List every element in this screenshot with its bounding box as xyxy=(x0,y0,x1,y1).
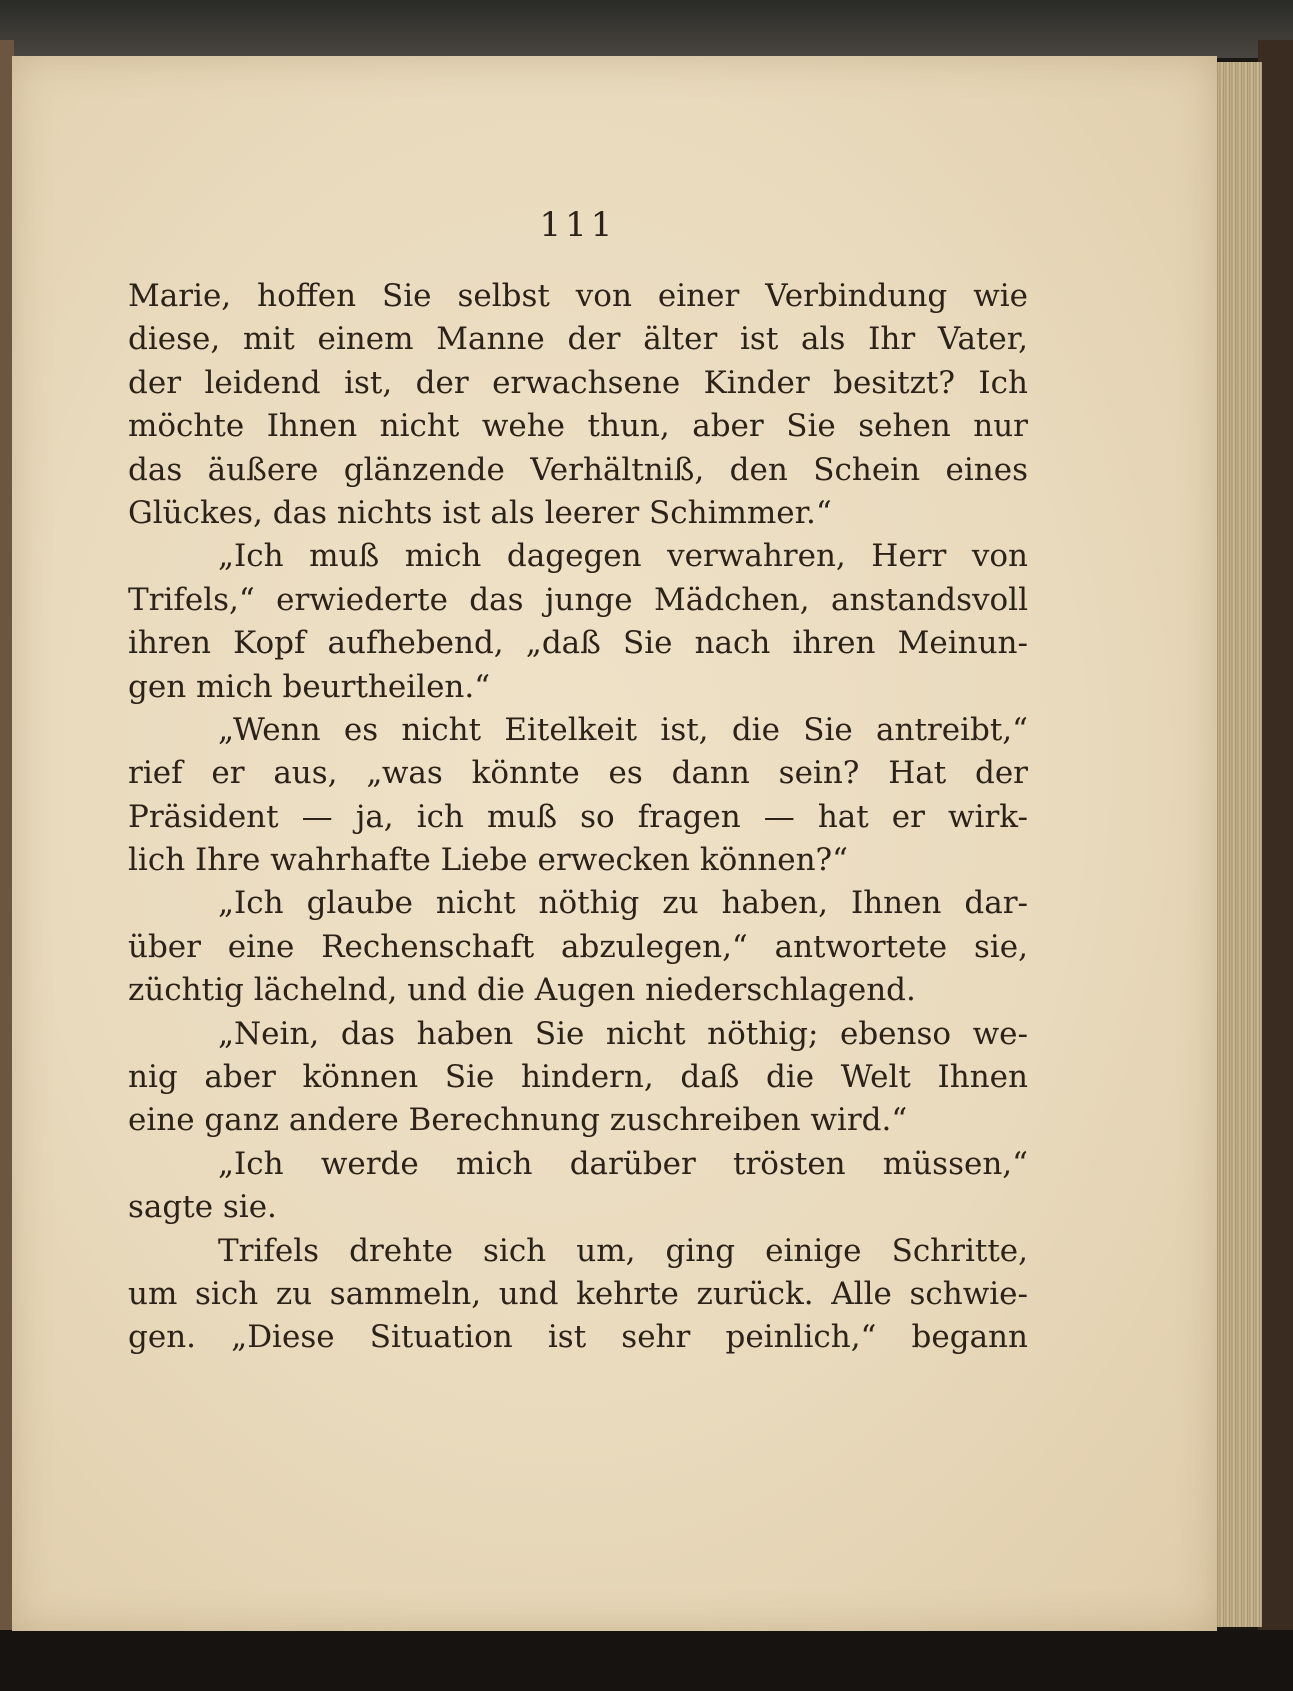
text-line: eine ganz andere Berechnung zuschreiben wird.“ xyxy=(128,1102,908,1139)
text-line: „Wenn es nicht Eitelkeit ist, die Sie antreibt,“ xyxy=(218,711,1028,748)
book-cover-edge xyxy=(1258,40,1293,1691)
text-line: Trifels drehte sich um, ging einige Schritte, xyxy=(218,1232,1028,1269)
text-line: das äußere glänzende Verhältniß, den Schein eines xyxy=(128,451,1028,488)
text-line: über eine Rechenschaft abzulegen,“ antwortete sie, xyxy=(128,928,1028,965)
text-line: Trifels,“ erwiederte das junge Mädchen, anstandsvoll xyxy=(128,581,1028,618)
text-line: lich Ihre wahrhafte Liebe erwecken können?“ xyxy=(128,842,849,879)
page-text xyxy=(128,205,1028,1360)
text-line: nig aber können Sie hindern, daß die Welt Ihnen xyxy=(128,1059,1028,1096)
text-line: der leidend ist, der erwachsene Kinder besitzt? Ich xyxy=(128,364,1028,401)
text-line: sagte sie. xyxy=(128,1189,277,1226)
text-line: „Ich werde mich darüber trösten müssen,“ xyxy=(218,1145,1028,1182)
text-line: „Ich muß mich dagegen verwahren, Herr von xyxy=(218,538,1028,575)
text-line: Glückes, das nichts ist als leerer Schimmer.“ xyxy=(128,494,832,531)
text-line: möchte Ihnen nicht wehe thun, aber Sie sehen nur xyxy=(128,408,1028,445)
text-line: Präsident — ja, ich muß so fragen — hat er wirk- xyxy=(128,798,1028,835)
text-line: „Ich glaube nicht nöthig zu haben, Ihnen dar- xyxy=(218,885,1028,922)
page-edges xyxy=(1212,62,1262,1627)
page-number: 111 xyxy=(539,205,617,245)
text-line: Marie, hoffen Sie selbst von einer Verbindung wie xyxy=(128,278,1028,314)
scan-background xyxy=(0,1630,1293,1691)
text-line: diese, mit einem Manne der älter ist als Ihr Vater, xyxy=(128,321,1028,358)
text-line: um sich zu sammeln, und kehrte zurück. Alle schwie- xyxy=(128,1275,1028,1312)
book-board-top xyxy=(0,0,1293,58)
text-line: ihren Kopf aufhebend, „daß Sie nach ihren Meinun- xyxy=(128,625,1028,662)
text-line: gen mich beurtheilen.“ xyxy=(128,668,491,705)
text-line: gen. „Diese Situation ist sehr peinlich,“ begann xyxy=(128,1319,1028,1356)
text-line: „Nein, das haben Sie nicht nöthig; ebenso we- xyxy=(218,1015,1028,1052)
text-lines xyxy=(128,275,1028,1360)
text-line: züchtig lächelnd, und die Augen niederschlagend. xyxy=(128,972,916,1009)
text-line: rief er aus, „was könnte es dann sein? Hat der xyxy=(128,755,1028,792)
